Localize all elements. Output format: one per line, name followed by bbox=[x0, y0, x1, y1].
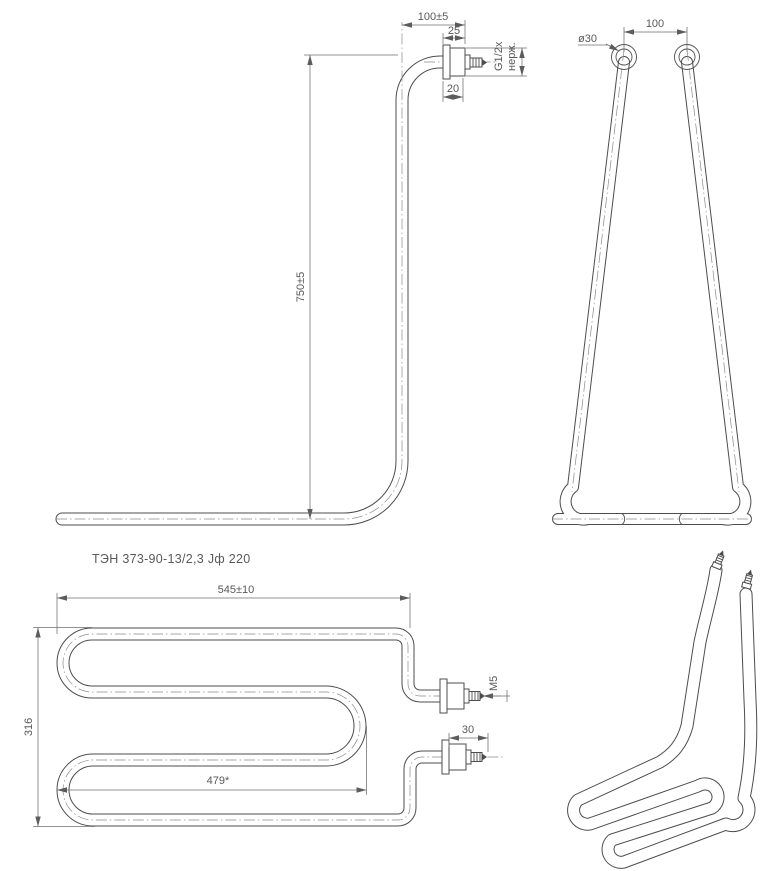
dim-text-30: 30 bbox=[461, 724, 475, 736]
iso-terminal-left bbox=[712, 549, 727, 570]
dim-text-479: 479* bbox=[206, 775, 230, 787]
side-view bbox=[56, 11, 527, 519]
dim-text-750-5: 750±5 bbox=[295, 271, 307, 303]
serpentine-outline bbox=[63, 634, 446, 820]
dim-text-dia30: ø30 bbox=[578, 33, 597, 45]
fitting-g12 bbox=[443, 45, 487, 79]
bushing bbox=[449, 744, 466, 770]
isometric-view bbox=[574, 549, 756, 863]
iso-terminal-right bbox=[742, 568, 756, 589]
serpentine-centerline bbox=[63, 634, 505, 820]
top-view bbox=[23, 584, 510, 827]
serpentine-fill bbox=[63, 634, 446, 820]
drawing-title: ТЭН 373-90-13/2,3 Jф 220 bbox=[92, 552, 251, 566]
right-leg-fill bbox=[558, 62, 745, 520]
dim-text-m5: M5 bbox=[488, 675, 500, 691]
tube-fill bbox=[62, 62, 446, 519]
dim-text-100: 100 bbox=[645, 18, 665, 30]
stud-tip bbox=[482, 59, 487, 66]
terminal-upper bbox=[440, 679, 485, 713]
flange bbox=[440, 679, 447, 713]
dim-text-545-10: 545±10 bbox=[217, 584, 255, 596]
collar bbox=[464, 689, 469, 703]
bushing bbox=[450, 48, 465, 76]
dim-text-100-5: 100±5 bbox=[417, 11, 449, 23]
stud-tip bbox=[482, 754, 487, 761]
collar bbox=[465, 55, 470, 69]
flange bbox=[443, 45, 450, 79]
thread-spec-text-1: G1/2x bbox=[493, 41, 505, 71]
tube-outline bbox=[62, 62, 446, 519]
bushing bbox=[447, 683, 464, 709]
leader-line bbox=[606, 44, 619, 51]
tube-centerline bbox=[56, 22, 402, 519]
dim-text-25: 25 bbox=[447, 25, 461, 37]
dim-text-316: 316 bbox=[23, 717, 35, 737]
front-view bbox=[552, 18, 752, 525]
flange bbox=[442, 740, 449, 774]
collar bbox=[466, 750, 471, 764]
dim-text-20: 20 bbox=[446, 83, 460, 95]
thread-spec-text-2: нерж. bbox=[506, 42, 518, 71]
